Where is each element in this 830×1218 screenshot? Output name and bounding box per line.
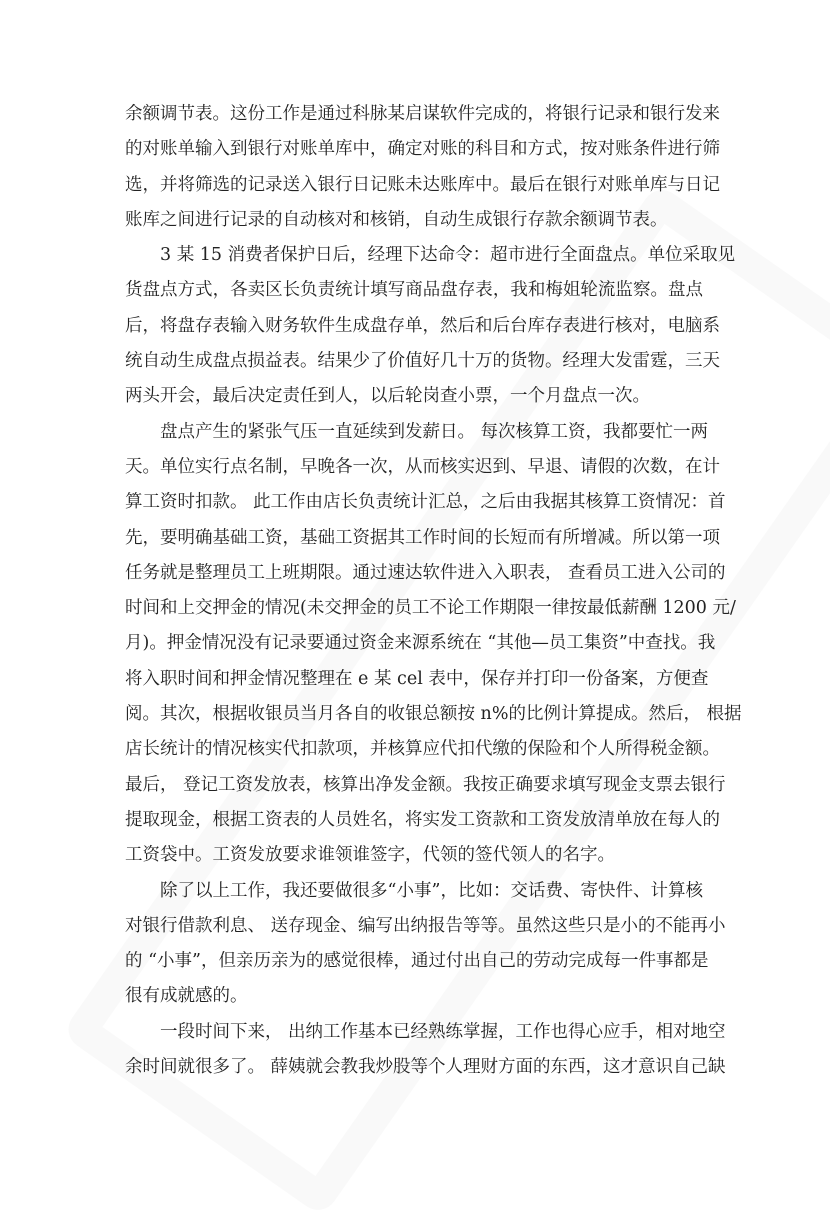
text-line: 先，要明确基础工资，基础工资据其工作时间的长短而有所增减。所以第一项 xyxy=(125,527,720,548)
text-line: 统自动生成盘点损益表。结果少了价值好几十万的货物。经理大发雷霆，三天 xyxy=(125,351,720,372)
text-line: 账库之间进行记录的自动核对和核销，自动生成银行存款余额调节表。 xyxy=(125,209,668,230)
text-line: 很有成就感的。 xyxy=(125,986,248,1007)
text-line: 的对账单输入到银行对账单库中，确定对账的科目和方式，按对账条件进行筛 xyxy=(125,139,720,160)
text-line: 最后， 登记工资发放表，核算出净发金额。我按正确要求填写现金支票去银行 xyxy=(125,774,726,795)
text-line: 店长统计的情况核实代扣款项，并核算应代扣代缴的保险和个人所得税金额。 xyxy=(125,739,720,760)
text-line: 货盘点方式，各卖区长负责统计填写商品盘存表，我和梅姐轮流监察。盘点 xyxy=(125,280,703,301)
text-line: 的 “小事”，但亲历亲为的感觉很棒，通过付出自己的劳动完成每一件事都是 xyxy=(125,951,709,972)
text-line: 一段时间下来， 出纳工作基本已经熟练掌握，工作也得心应手，相对地空 xyxy=(160,1021,726,1042)
text-line: 余时间就很多了。 薛姨就会教我炒股等个人理财方面的东西，这才意识自己缺 xyxy=(125,1057,726,1078)
text-line: 3 某 15 消费者保护日后，经理下达命令：超市进行全面盘点。单位采取见 xyxy=(160,245,736,266)
text-line: 月)。押金情况没有记录要通过资金来源系统在 “其他—员工集资”中查找。我 xyxy=(125,633,716,654)
text-line: 盘点产生的紧张气压一直延续到发薪日。 每次核算工资，我都要忙一两 xyxy=(160,421,709,442)
text-line: 对银行借款利息、 送存现金、编写出纳报告等等。虽然这些只是小的不能再小 xyxy=(125,915,726,936)
text-line: 任务就是整理员工上班期限。通过速达软件进入入职表， 查看员工进入公司的 xyxy=(125,562,726,583)
text-line: 余额调节表。这份工作是通过科脉某启谋软件完成的，将银行记录和银行发来 xyxy=(125,104,720,124)
text-line: 算工资时扣款。 此工作由店长负责统计汇总，之后由我据其核算工资情况：首 xyxy=(125,492,726,513)
text-line: 工资袋中。工资发放要求谁领谁签字，代领的签代领人的名字。 xyxy=(125,845,615,866)
text-line: 两头开会，最后决定责任到人，以后轮岗查小票，一个月盘点一次。 xyxy=(125,386,650,407)
text-line: 后，将盘存表输入财务软件生成盘存单，然后和后台库存表进行核对，电脑系 xyxy=(125,315,720,336)
text-line: 将入职时间和押金情况整理在 e 某 cel 表中，保存并打印一份备案，方便查 xyxy=(125,668,709,689)
text-line: 天。单位实行点名制，早晚各一次，从而核实迟到、早退、请假的次数，在计 xyxy=(125,456,720,477)
text-line: 时间和上交押金的情况(未交押金的员工不论工作期限一律按最低薪酬 1200 元/ xyxy=(125,598,736,619)
document-body xyxy=(125,97,742,1085)
text-line: 除了以上工作，我还要做很多“小事”，比如：交话费、寄快件、计算核 xyxy=(160,880,703,901)
text-line: 提取现金，根据工资表的人员姓名，将实发工资款和工资发放清单放在每人的 xyxy=(125,809,720,830)
text-line: 选，并将筛选的记录送入银行日记账未达账库中。最后在银行对账单库与日记 xyxy=(125,174,720,195)
text-line: 阅。其次，根据收银员当月各自的收银总额按 n%的比例计算提成。然后， 根据 xyxy=(125,704,742,725)
